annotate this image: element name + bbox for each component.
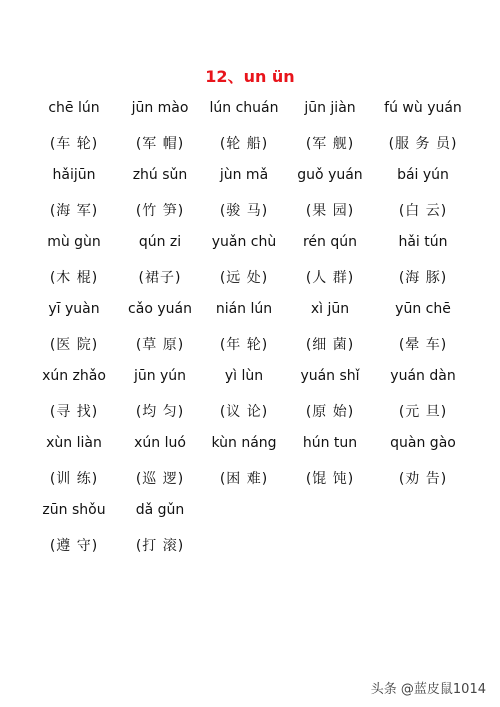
hanzi: (竹 笋): [135, 203, 185, 219]
hanzi: (年 轮): [219, 337, 269, 353]
pinyin: bái yún: [397, 167, 449, 183]
hanzi: (劝 告): [398, 471, 448, 487]
hanzi: (议 论): [219, 404, 269, 420]
hanzi: (果 园): [305, 203, 355, 219]
hanzi: (骏 马): [219, 203, 269, 219]
hanzi: (白 云): [398, 203, 448, 219]
hanzi: (寻 找): [49, 404, 99, 420]
hanzi: (困 难): [219, 471, 269, 487]
hanzi: (巡 逻): [135, 471, 185, 487]
hanzi: (裙子): [138, 270, 182, 286]
pinyin: mù gùn: [47, 234, 101, 250]
hanzi: (细 菌): [305, 337, 355, 353]
pinyin: hǎijūn: [52, 167, 96, 183]
hanzi: (打 滚): [135, 538, 185, 554]
vocab-row: [30, 234, 470, 301]
hanzi: (草 原): [135, 337, 185, 353]
hanzi: (原 始): [305, 404, 355, 420]
watermark: 头条 @蓝皮鼠1014: [370, 682, 486, 697]
pinyin: xún zhǎo: [42, 368, 106, 384]
hanzi: (木 棍): [49, 270, 99, 286]
pinyin: yuǎn chù: [211, 234, 277, 250]
pinyin: hǎi tún: [398, 234, 448, 250]
vocab-row: [30, 301, 470, 368]
pinyin: lún chuán: [209, 100, 279, 116]
pinyin: chē lún: [48, 100, 100, 116]
hanzi: (医 院): [49, 337, 99, 353]
pinyin: zhú sǔn: [132, 167, 188, 183]
hanzi: (人 群): [305, 270, 355, 286]
hanzi: (元 旦): [398, 404, 448, 420]
pinyin: fú wù yuán: [384, 100, 462, 116]
hanzi: (训 练): [49, 471, 99, 487]
hanzi: (车 轮): [49, 136, 99, 152]
hanzi: (军 舰): [305, 136, 355, 152]
pinyin: rén qún: [302, 234, 358, 250]
hanzi: (轮 船): [219, 136, 269, 152]
pinyin: xùn liàn: [46, 435, 102, 451]
vocab-row: [30, 368, 470, 435]
pinyin: kùn náng: [211, 435, 277, 451]
pinyin: dǎ gǔn: [135, 502, 185, 518]
vocab-row: [30, 502, 470, 569]
pinyin: nián lún: [215, 301, 273, 317]
vocabulary-grid: [30, 100, 470, 569]
pinyin: hún tun: [302, 435, 358, 451]
pinyin: xì jūn: [310, 301, 350, 317]
hanzi: (海 豚): [398, 270, 448, 286]
pinyin: jùn mǎ: [219, 167, 269, 183]
hanzi: (海 军): [49, 203, 99, 219]
pinyin: jūn jiàn: [304, 100, 356, 116]
pinyin: zūn shǒu: [42, 502, 106, 518]
hanzi: (遵 守): [49, 538, 99, 554]
hanzi: (晕 车): [398, 337, 448, 353]
hanzi: (馄 饨): [305, 471, 355, 487]
pinyin: jūn yún: [133, 368, 187, 384]
hanzi: (军 帽): [135, 136, 185, 152]
pinyin: yī yuàn: [48, 301, 100, 317]
pinyin: xún luó: [134, 435, 186, 451]
page-title: 12、un ün: [205, 67, 295, 86]
hanzi: (均 匀): [135, 404, 185, 420]
pinyin: yuán dàn: [390, 368, 456, 384]
pinyin: qún zi: [138, 234, 182, 250]
pinyin: cǎo yuán: [128, 301, 192, 317]
pinyin: yì lùn: [224, 368, 264, 384]
vocab-row: [30, 100, 470, 167]
pinyin: quàn gào: [390, 435, 456, 451]
vocab-row: [30, 167, 470, 234]
hanzi: (远 处): [219, 270, 269, 286]
vocab-row: [30, 435, 470, 502]
hanzi: (服 务 员): [388, 136, 458, 152]
pinyin: jūn mào: [131, 100, 189, 116]
pinyin: yūn chē: [395, 301, 451, 317]
pinyin: guǒ yuán: [297, 167, 363, 183]
pinyin: yuán shǐ: [300, 368, 360, 384]
